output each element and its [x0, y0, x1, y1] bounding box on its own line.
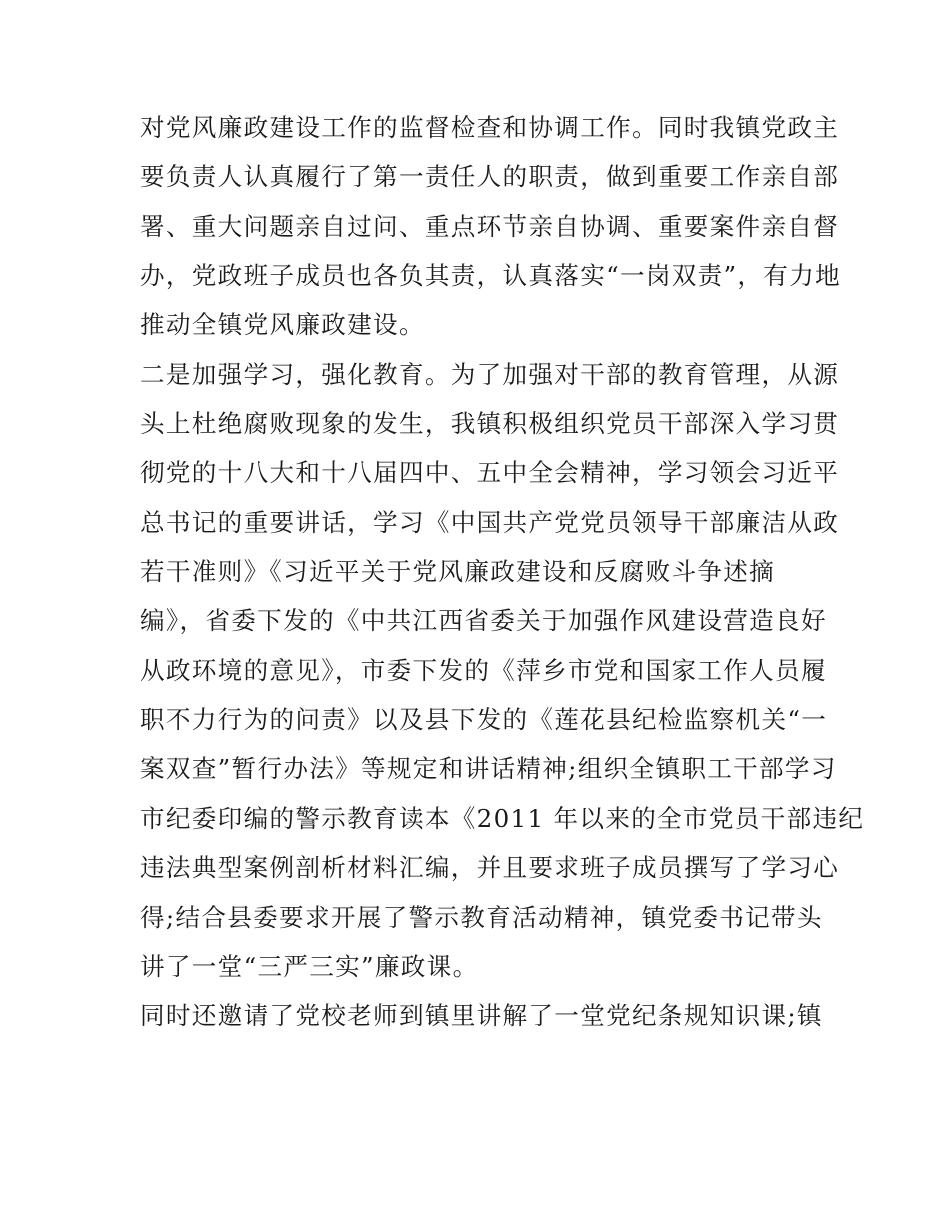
- text-line: 得;结合县委要求开展了警示教育活动精神，镇党委书记带头: [140, 902, 823, 932]
- text-line: 编》，省委下发的《中共江西省委关于加强作风建设营造良好: [140, 606, 827, 636]
- text-line: 总书记的重要讲话，学习《中国共产党党员领导干部廉洁从政: [140, 507, 840, 537]
- document-body: [140, 103, 865, 1041]
- text-line: 案双查”暂行办法》等规定和讲话精神;组织全镇职工干部学习: [140, 754, 837, 784]
- text-line: 市纪委印编的警示教育读本《2011 年以来的全市党员干部违纪: [140, 803, 865, 833]
- text-line: 同时还邀请了党校老师到镇里讲解了一堂党纪条规知识课;镇: [140, 1001, 823, 1031]
- text-line: 对党风廉政建设工作的监督检查和协调工作。同时我镇党政主: [140, 113, 840, 142]
- text-line: 署、重大问题亲自过问、重点环节亲自协调、重要案件亲自督: [140, 211, 840, 241]
- text-line: 从政环境的意见》，市委下发的《萍乡市党和国家工作人员履: [140, 655, 827, 685]
- text-line: 违法典型案例剖析材料汇编，并且要求班子成员撰写了学习心: [140, 853, 840, 883]
- text-line: 二是加强学习，强化教育。为了加强对干部的教育管理，从源: [140, 359, 840, 389]
- text-line: 若干准则》《习近平关于党风廉政建设和反腐败斗争述摘: [140, 557, 776, 587]
- text-line: 办，党政班子成员也各负其责，认真落实“一岗双责”，有力地: [140, 261, 841, 291]
- text-line: 彻党的十八大和十八届四中、五中全会精神，学习领会习近平: [140, 458, 840, 488]
- text-line: 讲了一堂“三严三实”廉政课。: [140, 951, 479, 981]
- text-line: 职不力行为的问责》以及县下发的《莲花县纪检监察机关“一: [140, 705, 828, 735]
- text-line: 推动全镇党风廉政建设。: [140, 310, 425, 340]
- text-line: 头上杜绝腐败现象的发生，我镇积极组织党员干部深入学习贯: [140, 409, 840, 439]
- text-line: 要负责人认真履行了第一责任人的职责，做到重要工作亲自部: [140, 162, 840, 192]
